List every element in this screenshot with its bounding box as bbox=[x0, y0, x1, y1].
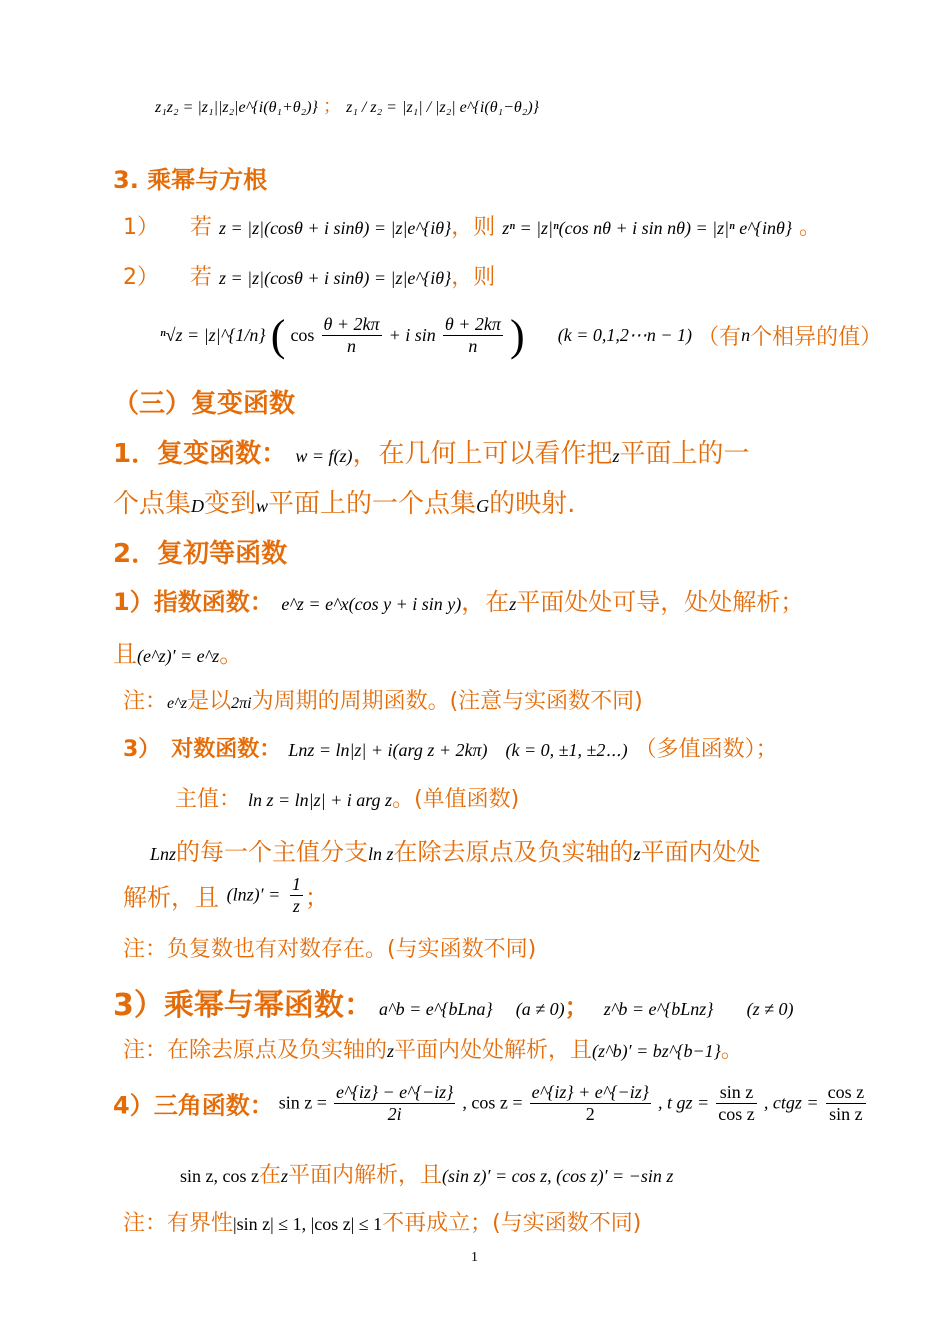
power-derivative: (z^b)′ = bz^{b−1} bbox=[592, 1041, 721, 1061]
product-formula: z₁z₂ = |z₁||z₂|e^{i(θ₁+θ₂)} bbox=[155, 99, 318, 116]
and-text: 且 bbox=[113, 640, 137, 668]
note-text: 不再成立；(与实函数不同) bbox=[382, 1211, 642, 1236]
def-text: ，在几何上可以看作把 bbox=[352, 439, 613, 469]
root-fraction bbox=[322, 314, 382, 356]
frac-den: sin z bbox=[829, 1103, 863, 1124]
sin-def: sin z = bbox=[278, 1092, 327, 1113]
def-text: 平面上的一 bbox=[619, 439, 750, 469]
root-note: （有 bbox=[697, 325, 742, 350]
period: 。 bbox=[219, 640, 244, 668]
item-number: 2） bbox=[123, 265, 159, 290]
lnz-term: ln z bbox=[368, 844, 394, 864]
tg-fraction bbox=[716, 1082, 756, 1124]
z-var: z bbox=[509, 594, 517, 614]
def-text: 个点集 bbox=[113, 489, 192, 519]
frac-num: e^{iz} − e^{−iz} bbox=[336, 1082, 454, 1102]
anal-text: 在 bbox=[258, 1163, 281, 1188]
w-var: w bbox=[256, 496, 269, 516]
power-formula: zⁿ = |z|ⁿ(cos nθ + i sin nθ) = |z|ⁿ e^{inθ} bbox=[502, 218, 793, 238]
def-text: 的映射. bbox=[489, 489, 576, 519]
def-text: 平面上的一个点集 bbox=[268, 489, 477, 519]
cos-fraction bbox=[530, 1082, 651, 1124]
ze-text: ，则 bbox=[451, 215, 496, 240]
tg-def: , t gz = bbox=[658, 1092, 710, 1113]
cos-def: , cos z = bbox=[462, 1092, 523, 1113]
negative-log-note: 注：负复数也有对数存在。(与实函数不同) bbox=[123, 937, 537, 962]
ruo-text: 若 bbox=[190, 265, 213, 290]
frac-num: cos z bbox=[827, 1082, 865, 1102]
note-text: 注：有界性 bbox=[123, 1211, 234, 1236]
frac-den: 2 bbox=[585, 1103, 595, 1124]
power-label: 3）乘幂与幂函数： bbox=[113, 988, 374, 1023]
polar-form: z = |z|(cosθ + i sinθ) = |z|e^{iθ} bbox=[219, 218, 452, 238]
principal-formula: ln z = ln|z| + i arg z bbox=[248, 790, 393, 810]
root-den: n bbox=[468, 336, 478, 356]
exp-formula: e^z = e^x(cos y + i sin y) bbox=[281, 594, 462, 614]
ln-derivative: (lnz)′ = bbox=[226, 884, 281, 905]
quotient-rhs: |z₁| / |z₂| e^{i(θ₁−θ₂)} bbox=[402, 99, 540, 116]
anal-text: 平面内解析，且 bbox=[288, 1163, 443, 1188]
exp-derivative: (e^z)′ = e^z bbox=[137, 646, 220, 666]
branch-text: 解析，且 bbox=[123, 883, 219, 912]
z-var: z bbox=[387, 1041, 395, 1061]
ruo-text: 若 bbox=[190, 215, 213, 240]
def-formula: w = f(z) bbox=[295, 446, 353, 466]
power-cond: (a ≠ 0) bbox=[515, 999, 565, 1019]
root-den: n bbox=[347, 336, 357, 356]
root-num: θ + 2kπ bbox=[323, 314, 380, 335]
trig-derivatives: (sin z)′ = cos z, (cos z)′ = −sin z bbox=[442, 1166, 674, 1186]
exp-text: 平面处处可导，处处解析； bbox=[516, 588, 805, 616]
ze-text: ，则 bbox=[451, 265, 496, 290]
n-var: n bbox=[741, 325, 751, 345]
note-text: 是以 bbox=[187, 689, 232, 714]
root-fraction bbox=[443, 314, 503, 356]
z-var: z bbox=[612, 446, 620, 466]
paren: ( bbox=[270, 311, 286, 360]
g-var: G bbox=[476, 496, 490, 516]
note-label: 注： bbox=[123, 689, 168, 714]
semicolon: ； bbox=[304, 883, 329, 912]
power-func: z^b = e^{bLnz} bbox=[603, 999, 714, 1019]
frac-den: cos z bbox=[718, 1103, 755, 1124]
lnz-term: Lnz bbox=[150, 844, 177, 864]
period: 。 bbox=[720, 1038, 743, 1063]
page-number: 1 bbox=[471, 1250, 478, 1265]
paren: ) bbox=[509, 311, 525, 360]
log-note: （多值函数）； bbox=[634, 737, 778, 762]
root-num: θ + 2kπ bbox=[444, 314, 501, 335]
frac-num: 1 bbox=[291, 874, 301, 894]
exp-text: ，在 bbox=[461, 588, 510, 616]
principal-note: 。(单值函数) bbox=[392, 787, 520, 812]
subsection-title: 2．复初等函数 bbox=[113, 539, 288, 569]
branch-text: 在除去原点及负实轴的 bbox=[393, 838, 634, 866]
k-range: (k = 0,1,2⋯n − 1) bbox=[557, 325, 692, 345]
cos-text: cos bbox=[290, 325, 315, 345]
exp-label: 1）指数函数： bbox=[113, 588, 274, 616]
sin-cos-term: sin z, cos z bbox=[180, 1166, 259, 1186]
definition-label: 1．复变函数： bbox=[113, 439, 288, 469]
log-label: 3） 对数函数： bbox=[123, 737, 282, 762]
ez-term: e^z bbox=[167, 695, 188, 712]
log-formula: Lnz = ln|z| + i(arg z + 2kπ) (k = 0, ±1, ±2⋯) bbox=[288, 740, 628, 760]
isin-text: + i sin bbox=[388, 325, 436, 345]
part-title: （三）复变函数 bbox=[113, 389, 296, 419]
trig-label: 4）三角函数： bbox=[113, 1091, 274, 1120]
semicolon: ； bbox=[564, 993, 589, 1021]
item-number: 1） bbox=[123, 215, 159, 240]
frac-num: e^{iz} + e^{−iz} bbox=[531, 1082, 649, 1102]
quotient-lhs: z₁ / z₂ = bbox=[346, 99, 397, 116]
frac-den: z bbox=[292, 895, 300, 916]
period-term: 2πi bbox=[231, 695, 252, 712]
derivative-fraction bbox=[290, 874, 303, 916]
section-title-power-roots: 3. 乘幂与方根 bbox=[113, 166, 268, 194]
note-text: 平面内处处解析，且 bbox=[394, 1038, 593, 1063]
polar-form: z = |z|(cosθ + i sinθ) = |z|e^{iθ} bbox=[219, 268, 452, 288]
period: 。 bbox=[799, 215, 822, 240]
power-formula: a^b = e^{bLna} bbox=[378, 999, 493, 1019]
z-var: z bbox=[633, 844, 641, 864]
branch-text: 平面内处处 bbox=[640, 838, 761, 866]
root-lhs: ⁿ√z = |z|^{1/n} bbox=[160, 325, 266, 345]
root-note: 个相异的值） bbox=[750, 325, 883, 350]
ctg-def: , ctgz = bbox=[763, 1092, 819, 1113]
frac-den: 2i bbox=[387, 1103, 402, 1124]
sin-fraction bbox=[334, 1082, 455, 1124]
z-var: z bbox=[281, 1166, 289, 1186]
def-text: 变到 bbox=[204, 489, 257, 519]
frac-num: sin z bbox=[716, 1082, 756, 1104]
note-text: 为周期的周期函数。(注意与实函数不同) bbox=[251, 689, 643, 714]
separator: ； bbox=[323, 96, 342, 117]
principal-label: 主值： bbox=[175, 787, 242, 812]
d-var: D bbox=[191, 496, 205, 516]
branch-text: 的每一个主值分支 bbox=[176, 838, 369, 866]
ctg-fraction bbox=[826, 1082, 866, 1124]
bound-formula: |sin z| ≤ 1, |cos z| ≤ 1 bbox=[233, 1214, 383, 1234]
note-text: 注：在除去原点及负实轴的 bbox=[123, 1038, 388, 1063]
power-cond: (z ≠ 0) bbox=[746, 999, 794, 1019]
